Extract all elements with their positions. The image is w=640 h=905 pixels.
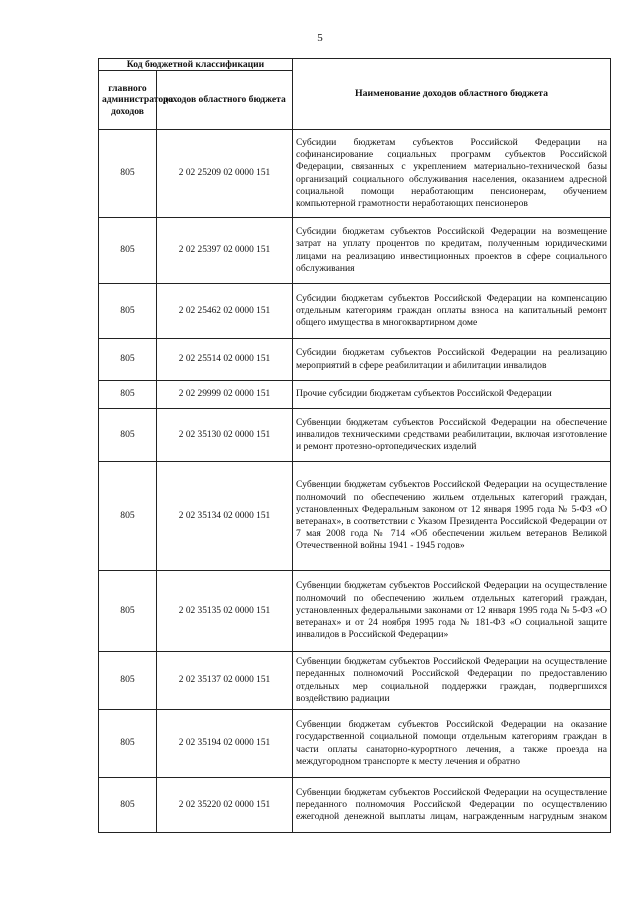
admin-code-cell: 805 xyxy=(99,381,157,409)
description-cell: Субсидии бюджетам субъектов Российской Федерации на возмещение затрат на уплату процентов по кредитам, полученным юридическими лицами на реализацию инвестиционных проектов в сфере социального обслуживания xyxy=(293,218,611,284)
header-row-group xyxy=(99,59,611,71)
revenue-code-cell: 2 02 35194 02 0000 151 xyxy=(157,710,293,778)
admin-code-cell: 805 xyxy=(99,462,157,571)
description-cell: Субсидии бюджетам субъектов Российской Федерации на реализацию мероприятий в сфере реабилитации и абилитации инвалидов xyxy=(293,339,611,381)
revenue-code-cell: 2 02 25514 02 0000 151 xyxy=(157,339,293,381)
revenue-code-cell: 2 02 35134 02 0000 151 xyxy=(157,462,293,571)
table-row xyxy=(99,462,611,571)
table-row xyxy=(99,409,611,462)
admin-code-cell: 805 xyxy=(99,571,157,652)
budget-classification-table xyxy=(98,58,611,833)
admin-code-cell: 805 xyxy=(99,284,157,339)
revenue-code-cell: 2 02 25397 02 0000 151 xyxy=(157,218,293,284)
table-row xyxy=(99,130,611,218)
admin-code-cell: 805 xyxy=(99,409,157,462)
revenue-code-cell: 2 02 29999 02 0000 151 xyxy=(157,381,293,409)
revenue-code-cell: 2 02 25462 02 0000 151 xyxy=(157,284,293,339)
admin-code-cell: 805 xyxy=(99,778,157,833)
description-cell: Субвенции бюджетам субъектов Российской Федерации на оказание государственной социальной помощи отдельным категориям граждан в части оплаты санаторно-курортного лечения, а также проезда на междугородном транспорте к месту лечения и обратно xyxy=(293,710,611,778)
revenue-code-cell: 2 02 35220 02 0000 151 xyxy=(157,778,293,833)
admin-code-cell: 805 xyxy=(99,130,157,218)
revenue-code-cell: 2 02 35137 02 0000 151 xyxy=(157,652,293,710)
description-cell: Субвенции бюджетам субъектов Российской Федерации на осуществление полномочий по обеспечению жильем отдельных категорий граждан, установленных Федеральным законом от 12 января 1995 года № 5-ФЗ «О ветеранах», в соответствии с Указом Президента Российской Федерации от 7 мая 2008 года № 714 «Об обеспечении жильем ветеранов Великой Отечественной войны 1941 - 1945 годов» xyxy=(293,462,611,571)
description-cell: Прочие субсидии бюджетам субъектов Российской Федерации xyxy=(293,381,611,409)
description-cell: Субвенции бюджетам субъектов Российской Федерации на осуществление переданных полномочий Российской Федерации по предоставлению отдельных мер социальной поддержки граждан, подвергшихся воздействию радиации xyxy=(293,652,611,710)
table-row xyxy=(99,284,611,339)
admin-code-cell: 805 xyxy=(99,218,157,284)
table-row xyxy=(99,381,611,409)
header-name: Наименование доходов областного бюджета xyxy=(293,59,611,130)
description-cell: Субвенции бюджетам субъектов Российской Федерации на осуществление полномочий по обеспечению жильем отдельных категорий граждан, установленных федеральными законами от 12 января 1995 года № 5-ФЗ «О ветеранах» и от 24 ноября 1995 года № 181-ФЗ «О социальной защите инвалидов в Российской Федерации» xyxy=(293,571,611,652)
table-row xyxy=(99,652,611,710)
description-cell: Субвенции бюджетам субъектов Российской Федерации на осуществление переданного полномочия Российской Федерации по осуществлению ежегодной денежной выплаты лицам, награжденным нагрудным знаком xyxy=(293,778,611,833)
admin-code-cell: 805 xyxy=(99,652,157,710)
table-row xyxy=(99,218,611,284)
header-admin-code: главного администратора доходов xyxy=(99,71,157,130)
table-row xyxy=(99,710,611,778)
table-row xyxy=(99,571,611,652)
revenue-code-cell: 2 02 35130 02 0000 151 xyxy=(157,409,293,462)
admin-code-cell: 805 xyxy=(99,710,157,778)
revenue-code-cell: 2 02 25209 02 0000 151 xyxy=(157,130,293,218)
revenue-code-cell: 2 02 35135 02 0000 151 xyxy=(157,571,293,652)
admin-code-cell: 805 xyxy=(99,339,157,381)
page-number: 5 xyxy=(317,32,323,44)
table-row xyxy=(99,778,611,833)
description-cell: Субсидии бюджетам субъектов Российской Федерации на софинансирование социальных программ субъектов Российской Федерации, связанных с укреплением материально-технической базы организаций социального обслуживания населения, оказанием адресной социальной помощи неработающим пенсионерам, обучением компьютерной грамотности неработающих пенсионеров xyxy=(293,130,611,218)
header-revenue-code: доходов областного бюджета xyxy=(157,71,293,130)
description-cell: Субсидии бюджетам субъектов Российской Федерации на компенсацию отдельным категориям граждан оплаты взноса на капитальный ремонт общего имущества в многоквартирном доме xyxy=(293,284,611,339)
table-row xyxy=(99,339,611,381)
description-cell: Субвенции бюджетам субъектов Российской Федерации на обеспечение инвалидов техническими средствами реабилитации, включая изготовление и ремонт протезно-ортопедических изделий xyxy=(293,409,611,462)
header-budget-code-group: Код бюджетной классификации xyxy=(99,59,293,71)
